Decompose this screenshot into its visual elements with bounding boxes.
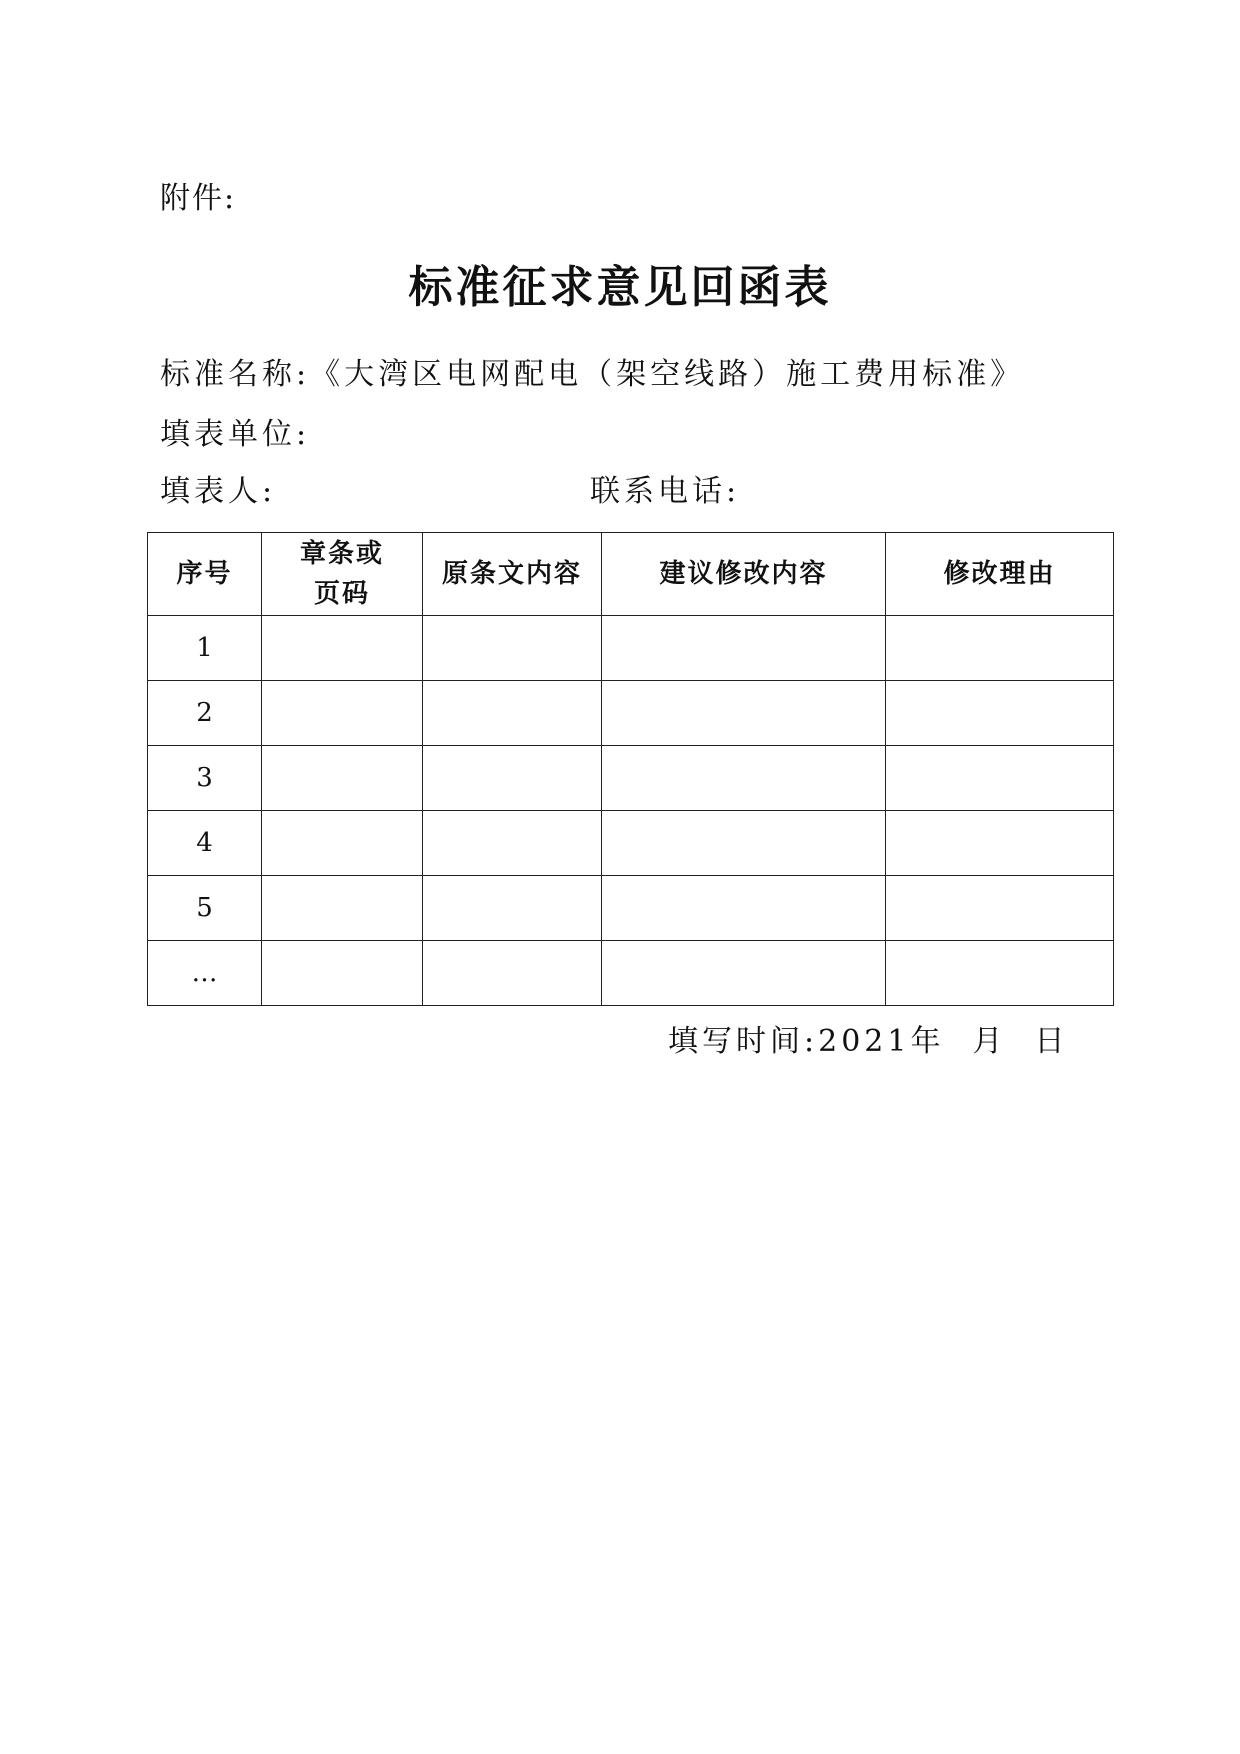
cell-reason[interactable] bbox=[886, 876, 1114, 941]
standard-name-line bbox=[160, 357, 1025, 392]
cell-chapter[interactable] bbox=[262, 681, 423, 746]
cell-suggestion[interactable] bbox=[602, 941, 886, 1006]
filler-label: 填表人: bbox=[160, 474, 277, 509]
cell-chapter[interactable] bbox=[262, 811, 423, 876]
header-reason: 修改理由 bbox=[886, 533, 1114, 616]
page-title: 标准征求意见回函表 bbox=[408, 262, 832, 313]
standard-name-label: 标准名称: bbox=[160, 357, 311, 392]
year-unit: 年 bbox=[910, 1024, 945, 1059]
cell-suggestion[interactable] bbox=[602, 746, 886, 811]
attachment-label: 附件: bbox=[160, 181, 237, 216]
cell-reason[interactable] bbox=[886, 681, 1114, 746]
header-seq: 序号 bbox=[148, 533, 262, 616]
header-suggested-change: 建议修改内容 bbox=[602, 533, 886, 616]
cell-suggestion[interactable] bbox=[602, 616, 886, 681]
cell-suggestion[interactable] bbox=[602, 876, 886, 941]
table-row bbox=[148, 746, 1114, 811]
cell-reason[interactable] bbox=[886, 941, 1114, 1006]
header-chapter-or-page bbox=[262, 533, 423, 616]
row-seq: 3 bbox=[148, 746, 262, 811]
row-seq: 4 bbox=[148, 811, 262, 876]
cell-original[interactable] bbox=[423, 811, 602, 876]
header-original-content: 原条文内容 bbox=[423, 533, 602, 616]
fill-unit-label: 填表单位: bbox=[160, 417, 311, 452]
table-row bbox=[148, 876, 1114, 941]
month-unit: 月 bbox=[972, 1024, 1007, 1059]
cell-suggestion[interactable] bbox=[602, 681, 886, 746]
cell-reason[interactable] bbox=[886, 616, 1114, 681]
contact-phone-label: 联系电话: bbox=[590, 474, 741, 509]
cell-original[interactable] bbox=[423, 746, 602, 811]
table-row bbox=[148, 616, 1114, 681]
table-row bbox=[148, 811, 1114, 876]
cell-chapter[interactable] bbox=[262, 616, 423, 681]
fill-time-label: 填写时间: bbox=[668, 1024, 819, 1059]
fill-time-year: 2021 bbox=[818, 1024, 911, 1059]
table-row bbox=[148, 681, 1114, 746]
row-seq: 2 bbox=[148, 681, 262, 746]
cell-chapter[interactable] bbox=[262, 746, 423, 811]
cell-reason[interactable] bbox=[886, 746, 1114, 811]
row-seq: 5 bbox=[148, 876, 262, 941]
row-seq: 1 bbox=[148, 616, 262, 681]
cell-reason[interactable] bbox=[886, 811, 1114, 876]
cell-original[interactable] bbox=[423, 681, 602, 746]
header-chapter-line2: 页码 bbox=[313, 579, 370, 609]
header-chapter-line1: 章条或 bbox=[299, 539, 384, 569]
cell-original[interactable] bbox=[423, 616, 602, 681]
cell-original[interactable] bbox=[423, 876, 602, 941]
day-unit: 日 bbox=[1034, 1024, 1069, 1059]
cell-chapter[interactable] bbox=[262, 941, 423, 1006]
fill-time-line bbox=[668, 1024, 1069, 1059]
table-header-row bbox=[148, 533, 1114, 616]
row-seq: … bbox=[148, 941, 262, 1006]
cell-suggestion[interactable] bbox=[602, 811, 886, 876]
table-row bbox=[148, 941, 1114, 1006]
cell-original[interactable] bbox=[423, 941, 602, 1006]
cell-chapter[interactable] bbox=[262, 876, 423, 941]
standard-name-value: 《大湾区电网配电（架空线路）施工费用标准》 bbox=[310, 357, 1025, 392]
opinion-table bbox=[147, 532, 1114, 1006]
